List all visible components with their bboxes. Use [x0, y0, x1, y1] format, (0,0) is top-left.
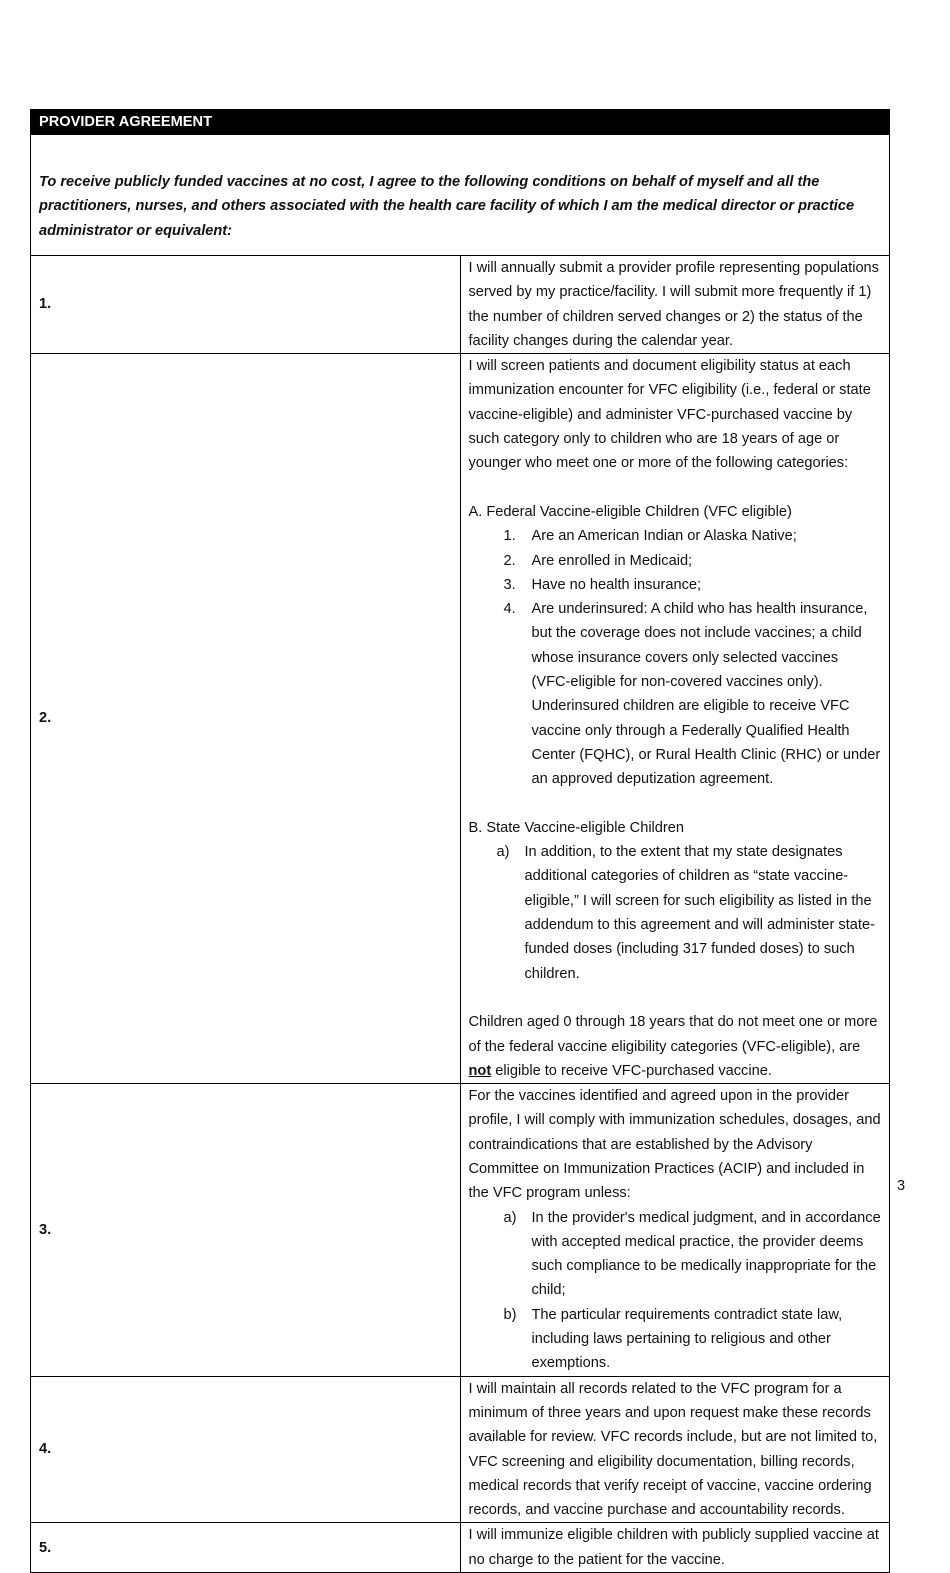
- list-item: 3. Have no health insurance;: [503, 576, 702, 593]
- item-number: 2.: [31, 354, 461, 1084]
- item-intro: For the vaccines identified and agreed upon in the provider profile, I will comply with immunization schedules, dosages, and contraindications that are established by the Advisory Committee on Immunization Practices (ACIP) and included in the VFC program unless:: [468, 1088, 881, 1202]
- item-intro: I will screen patients and document eligibility status at each immunization encounter for VFC eligibility (i.e., federal or state vaccine-eligible) and administer VFC-purchased vaccine by such category only to children who are 18 years of age or younger who meet one or more of the following categories:: [468, 358, 871, 472]
- item-text: I will annually submit a provider profile representing populations served by my practice/facility. I will submit more frequently if 1) the number of children served changes or 2) the status of the facility changes during the calendar year.: [460, 256, 890, 354]
- list-item: 2. Are enrolled in Medicaid;: [503, 552, 693, 569]
- item-text: [460, 354, 890, 1084]
- list-item: 4. Are underinsured: A child who has health insurance, but the coverage does not include vaccines; a child whose insurance covers only selected vaccines (VFC-eligible for non-covered vaccines only). Underinsured children are eligible to receive VFC vaccine only through a Federally Qualified Health Center (FQHC), or Rural Health Clinic (RHC) or under an approved deputization agreement.: [503, 601, 881, 788]
- item-number: 1.: [31, 256, 461, 354]
- emphasis-not: not: [468, 1062, 492, 1079]
- section-b-list: [469, 840, 882, 986]
- table-row: [31, 1376, 890, 1523]
- intro-row: [31, 135, 890, 256]
- section-a-list: [469, 524, 882, 791]
- list-item: a) In the provider's medical judgment, and in accordance with accepted medical practice, the provider deems such compliance to be medically inappropriate for the child;: [503, 1209, 881, 1299]
- section-b-title: B. State Vaccine-eligible Children: [468, 819, 685, 836]
- section-a-title: A. Federal Vaccine-eligible Children (VFC eligible): [468, 503, 792, 520]
- item-number: 3.: [31, 1084, 461, 1377]
- list-item: b) The particular requirements contradict state law, including laws pertaining to religious and other exemptions.: [503, 1306, 843, 1372]
- table-header-row: [31, 110, 890, 135]
- list-item: 1. Are an American Indian or Alaska Native;: [503, 528, 797, 545]
- provider-agreement-table: [30, 109, 890, 1573]
- sub-item-list: [469, 1206, 882, 1376]
- item-number: 4.: [31, 1376, 461, 1523]
- page-number: 3: [897, 1178, 906, 1194]
- list-item: a) In addition, to the extent that my state designates additional categories of children as “state vaccine-eligible,” I will screen for such eligibility as listed in the addendum to this agreement and will administer state-funded doses (including 317 funded doses) to such children.: [496, 844, 875, 982]
- item-number: 5.: [31, 1523, 461, 1573]
- table-row: [31, 256, 890, 354]
- table-row: [31, 354, 890, 1084]
- table-row: [31, 1523, 890, 1573]
- item-closing: Children aged 0 through 18 years that do not meet one or more of the federal vaccine eligibility categories (VFC-eligible), are not eligible to receive VFC-purchased vaccine.: [468, 1014, 878, 1079]
- item-text: I will immunize eligible children with publicly supplied vaccine at no charge to the patient for the vaccine.: [460, 1523, 890, 1573]
- table-title: PROVIDER AGREEMENT: [31, 110, 890, 135]
- agreement-intro-text: To receive publicly funded vaccines at no cost, I agree to the following conditions on behalf of myself and all the practitioners, nurses, and others associated with the health care facility of which I am the medical director or practice administrator or equivalent:: [39, 174, 855, 239]
- item-text: I will maintain all records related to the VFC program for a minimum of three years and upon request make these records available for review. VFC records include, but are not limited to, VFC screening and eligibility documentation, billing records, medical records that verify receipt of vaccine, vaccine ordering records, and vaccine purchase and accountability records.: [460, 1376, 890, 1523]
